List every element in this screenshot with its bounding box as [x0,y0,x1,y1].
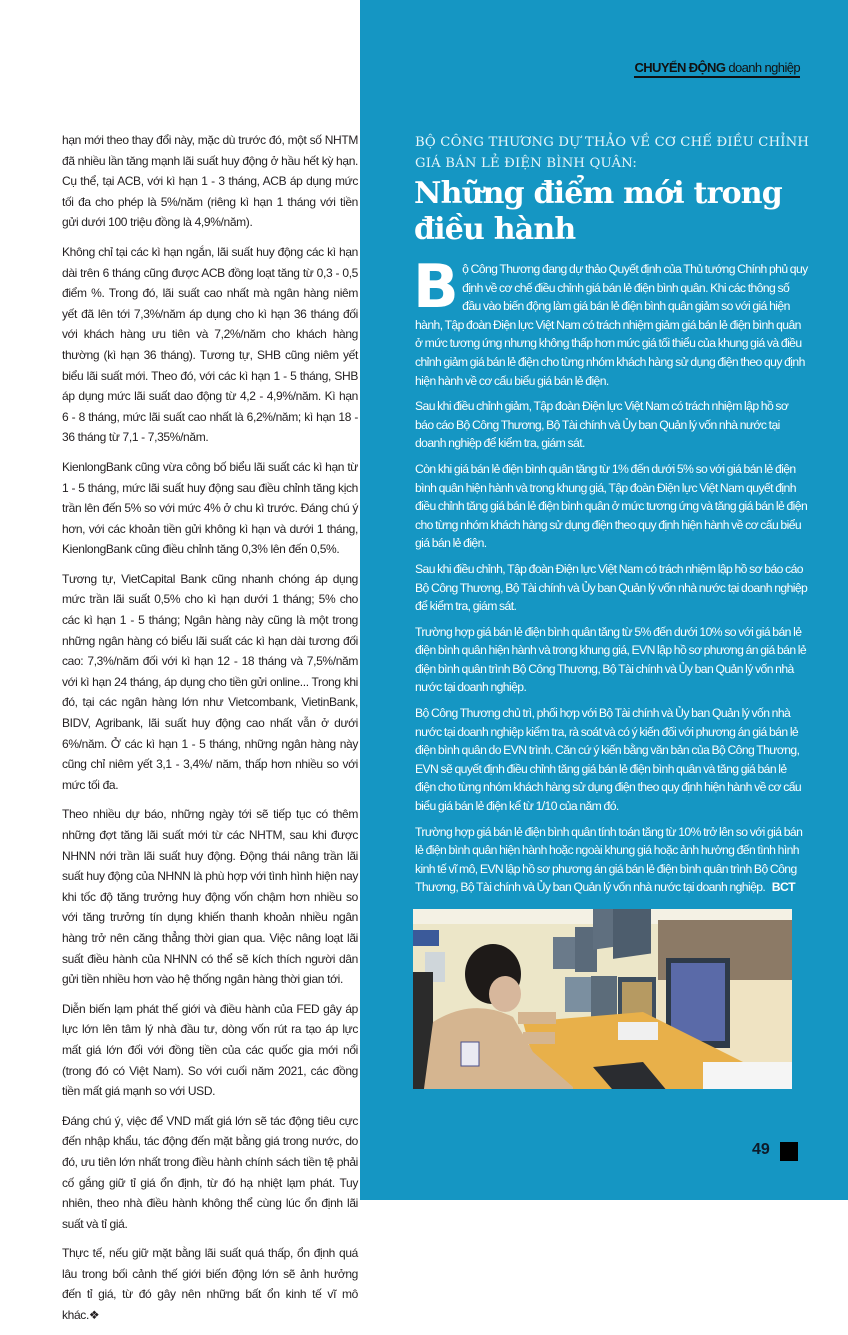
article-kicker: BỘ CÔNG THƯƠNG DỰ THẢO VỀ CƠ CHẾ ĐIỀU CHỈNH GIÁ BÁN LẺ ĐIỆN BÌNH QUÂN: [415,135,810,171]
left-paragraph: hạn mới theo thay đổi này, mặc dù trước đó, một số NHTM đã nhiều lần tăng mạnh lãi suất huy động ở hầu hết kỳ hạn. Cụ thể, tại ACB, với kì hạn 1 - 3 tháng, ACB áp dụng mức tối đa cho phép là 5%/năm (riêng kì hạn 1 tháng với tiền gửi dưới 100 triệu đồng là 4,9%/năm). [62,133,358,230]
article-title: Những điểm mới trong điều hành [414,176,782,247]
article-paragraph: Sau khi điều chỉnh, Tập đoàn Điện lực Việt Nam có trách nhiệm lập hồ sơ báo cáo Bộ Công Thương, Bộ Tài chính và Ủy ban Quản lý vốn nhà nước tại doanh nghiệp để kiểm tra, giám sát. [415,561,808,614]
lead-text: ộ Công Thương đang dự thảo Quyết định của Thủ tướng Chính phủ quy định về cơ chế điều chỉnh giá bán lẻ điện bình quân. Khi các thông số đầu vào biến động làm giá bán lẻ điện bình quân giảm so với giá hiện hành, Tập đoàn Điện lực Việt Nam có trách nhiệm giảm giá bán lẻ điện bình quân ở mức tương ứng nhưng không thấp hơn mức giá tối thiểu của khung giá và điều chỉnh giảm giá bán lẻ điện cho từng nhóm khách hàng sử dụng điện theo quy định hiện hành về cơ cấu biểu giá bán lẻ điện. [415,262,808,388]
article-paragraph: Sau khi điều chỉnh giảm, Tập đoàn Điện lực Việt Nam có trách nhiệm lập hồ sơ báo cáo Bộ Công Thương, Bộ Tài chính và Ủy ban Quản lý vốn nhà nước tại doanh nghiệp để kiểm tra, giám sát. [415,399,789,451]
signature: BCT [771,880,795,895]
lead-paragraph [413,252,809,390]
left-paragraph: Diễn biến lạm phát thế giới và điều hành của FED gây áp lực lớn lên tâm lý nhà đầu tư, dòng vốn rút ra tạo áp lực mất giá lớn đối với đồng tiền của các quốc gia mới nổi (trong đó có Việt Nam). So với cuối năm 2021, các đồng tiền mất giá mạnh so với USD. [62,1001,358,1099]
left-column [62,130,358,1335]
page-number: 49 [752,1141,770,1158]
section-bold: CHUYỂN ĐỘNG [634,60,726,75]
article-paragraph: Trường hợp giá bán lẻ điện bình quân tăng từ 5% đến dưới 10% so với giá bán lẻ điện bình quân hiện hành và trong khung giá, EVN lập hồ sơ phương án giá bán lẻ điện bình quân trình Bộ Công Thương, Bộ Tài chính và Ủy ban Quản lý vốn nhà nước tại doanh nghiệp. [415,624,807,695]
left-paragraph: Theo nhiều dự báo, những ngày tới sẽ tiếp tục có thêm những đợt tăng lãi suất mới từ các NHTM, sau khi được NHNN nới trần lãi suất huy động. Động thái nâng trần lãi suất huy động của NHNN là phù hợp với tình hình hiện nay khi tốc độ tăng trưởng huy động vốn chậm hơn nhiều so với tăng trưởng tín dụng khiến thanh khoản nhiều ngân hàng trở nên căng thẳng thời gian qua. Việc nâng loạt lãi suất điều hành của NHNN có thể sẽ kích thích người dân gửi tiền nhiều hơn vào hệ thống ngân hàng thời gian tới. [62,807,358,987]
drop-cap: B [413,252,459,322]
article-paragraph: Còn khi giá bán lẻ điện bình quân tăng từ 1% đến dưới 5% so với giá bán lẻ điện bình quân hiện hành và trong khung giá, Tập đoàn Điện lực Việt Nam quyết định điều chỉnh tăng giá bán lẻ điện bình quân ở mức tương ứng và tăng giá bán lẻ điện cho từng nhóm khách hàng sử dụng điện theo quy định hiện hành về cơ cấu biểu giá bán lẻ điện. [415,461,808,551]
left-paragraph: KienlongBank cũng vừa công bố biểu lãi suất các kì hạn từ 1 - 5 tháng, mức lãi suất huy động sau điều chỉnh tăng kịch trần lên đến 5% so với mức 4% ở chu kì trước. Đáng chú ý hơn, với các khoản tiền gửi không kì hạn và dưới 1 tháng, KienlongBank cũng điều chỉnh tăng 0,3% lên đến 0,5%. [62,459,358,557]
section-rest: doanh nghiệp [725,60,800,75]
article-paragraph: Bộ Công Thương chủ trì, phối hợp với Bộ Tài chính và Ủy ban Quản lý vốn nhà nước tại doanh nghiệp kiểm tra, rà soát và có ý kiến đối với phương án giá bán lẻ điện bình quân do EVN trình. Căn cứ ý kiến bằng văn bản của Bộ Công Thương, EVN sẽ quyết định điều chỉnh tăng giá bán lẻ điện bình quân và tăng giá bán lẻ điện cho từng nhóm khách hàng sử dụng điện theo quy định hiện hành về cơ cấu biểu giá bán lẻ điện kể từ 1/10 của năm đó. [415,706,802,814]
section-header [634,60,800,78]
page-marker-square [780,1142,798,1161]
left-paragraph: Đáng chú ý, việc để VND mất giá lớn sẽ tác động tiêu cực đến nhập khẩu, tác động đến mặt bằng giá trong nước, do đó, ưu tiên lớn nhất trong điều hành chính sách tiền tệ phải cố gắng giữ tỉ giá ổn định, từ đó hạ nhiệt lạm phát. Tuy nhiên, theo nhà điều hành không thể cùng lúc ổn định lãi suất và tỉ giá. [62,1113,358,1231]
article-body [413,252,809,897]
last-paragraph-text: Trường hợp giá bán lẻ điện bình quân tính toán tăng từ 10% trở lên so với giá bán lẻ điện bình quân hiện hành hoặc ngoài khung giá hoặc ảnh hưởng đến tình hình kinh tế vĩ mô, EVN lập hồ sơ phương án giá bán lẻ điện bình quân trình Bộ Công Thương, Bộ Tài chính và Ủy ban Quản lý vốn nhà nước tại doanh nghiệp. [415,824,803,895]
left-paragraph: Không chỉ tại các kì hạn ngắn, lãi suất huy động các kì hạn dài trên 6 tháng cũng được ACB đồng loạt tăng từ 0,3 - 0,5 điểm %. Trong đó, lãi suất cao nhất mà ngân hàng niêm yết đã lên tới 7,3%/năm áp dụng cho kì hạn 36 tháng đối với khách hàng ưu tiên và 7,2%/năm cho khách hàng thường (kì hạn 36 tháng). Tương tự, SHB cũng niêm yết biểu lãi suất mới. Theo đó, với các kì hạn 1 - 5 tháng, SHB áp dụng mức lãi suất dao động từ 4,2 - 4,9%/năm. Kì hạn 6 - 8 tháng, mức lãi suất cao nhất là 6,2%/năm; kì hạn 18 - 36 tháng từ 7,1 - 7,35%/năm. [62,244,358,445]
article-column [413,252,809,1089]
left-paragraph: Tương tự, VietCapital Bank cũng nhanh chóng áp dụng mức trần lãi suất 0,5% cho kì hạn dưới 1 tháng; 5% cho các kì hạn 1 - 5 tháng; Ngân hàng này cũng là một trong những ngân hàng có biểu lãi suất các kì hạn dài tương đối cao: 7,3%/năm đối với kì hạn 12 - 18 tháng và 7,5%/năm với kì hạn 24 tháng, áp dụng cho tiền gửi online... Trong khi đó, tại các ngân hàng lớn như Vietcombank, VietinBank, BIDV, Agribank, lãi suất huy động cao nhất vẫn ở dưới 6%/năm. Ở các kì hạn 1 - 5 tháng, những ngân hàng này cũng chỉ niêm yết 3,1 - 3,4%/ năm, thấp hơn nhiều so với mức tối đa. [62,571,358,792]
photo-illustration [413,909,792,1089]
article-paragraph [415,823,809,897]
control-room-photo [413,909,792,1089]
left-paragraph: Thực tế, nếu giữ mặt bằng lãi suất quá thấp, ổn định quá lâu trong bối cảnh thế giới biến động lớn sẽ ảnh hưởng đến tỉ giá, từ đó gây nên những bất ổn kinh tế vĩ mô khác.❖ [62,1246,358,1323]
